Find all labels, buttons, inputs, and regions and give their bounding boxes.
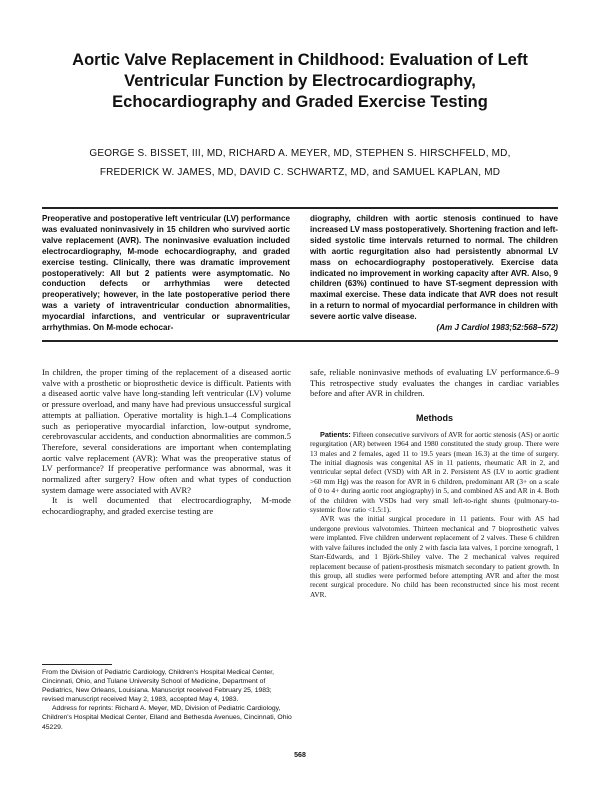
reprint-address: Address for reprints: Richard A. Meyer, MD, Division of Pediatric Cardiology, Children's Hospital Medical Center, Elland and Bethesda Avenues, Cincinnati, Ohio 45229. [42, 705, 292, 731]
methods-heading: Methods [416, 413, 453, 424]
body-right-column [310, 367, 559, 599]
page-number: 568 [294, 752, 306, 759]
author-line-1: GEORGE S. BISSET, III, MD, RICHARD A. MEYER, MD, STEPHEN S. HIRSCHFELD, MD, [89, 148, 511, 159]
methods-paragraph-2: AVR was the initial surgical procedure in 11 patients. Four with AS had undergone previous valvotomies. Thirteen mechanical and 7 bioprosthetic valves were implanted. Five children underwent replacement of 2 valves. These 6 children with valve failures included the only 2 with fascia lata valves, 1 porcine xenograft, 1 Starr-Edwards, and 1 Björk-Shiley valve. The 2 mechanical valves required replacement because of patient-prosthesis mismatch secondary to patient growth. In this group, all studies were performed before attempting AVR and after the most recent surgical procedure. No child has been reconstructed since his most recent AVR. [310, 514, 559, 599]
footnote [42, 668, 292, 732]
footnote-rule [42, 664, 112, 665]
intro-paragraph-1: In children, the proper timing of the replacement of a diseased aortic valve with a prosthetic or bioprosthetic device is difficult. Patients with a diseased aortic valve have long-standing left ventricular (LV) volume or pressure overload, and many have had previous unsuccessful surgical attempts at palliation. Operative mortality is high.1–4 Complications such as perioperative myocardial infarction, low-output syndrome, cerebrovascular accidents, and conduction abnormalities are common.5 Therefore, several considerations are important when contemplating aortic valve replacement (AVR): What was the preoperative status of LV performance? If preoperative performance was abnormal, was it normalized after surgery? How often and what types of conduction system damage were associated with AVR? [42, 367, 291, 495]
affiliation-note: From the Division of Pediatric Cardiology, Children's Hospital Medical Center, Cincinnati, Ohio, and Tulane University School of Medicine, Department of Pediatrics, New Orleans, Louisiana. Manuscript received February 25, 1983; revised manuscript received May 2, 1983, accepted May 4, 1983. [42, 669, 274, 704]
journal-citation: (Am J Cardiol 1983;52:568–572) [436, 323, 558, 333]
methods-paragraph-1-text: Fifteen consecutive survivors of AVR for aortic stenosis (AS) or aortic regurgitation (AR) between 1964 and 1980 constituted the study group. There were 13 males and 2 females, aged 11 to 19.5 years (mean 16.3) at the time of surgery. The initial diagnosis was congenital AS in 11 patients, rheumatic AR in 2, and ventricular septal defect (VSD) with AR in 2. Persistent AS (LV to aortic gradient >60 mm Hg) was the reason for AVR in 6 children, predominant AR (3+ on a scale of 0 to 4+ during aortic root angiography) in 5, and combined AS and AR in 4. Both of the children with VSDs had very small left-to-right shunts (pulmonary-to-systemic flow ratio <1.5:1). [310, 429, 559, 515]
methods-paragraph-1 [310, 430, 559, 515]
author-line-2: FREDERICK W. JAMES, MD, DAVID C. SCHWARTZ, MD, and SAMUEL KAPLAN, MD [99, 167, 501, 178]
patients-lead: Patients: [320, 429, 351, 439]
abstract-left-column: Preoperative and postoperative left ventricular (LV) performance was evaluated noninvasively in 15 children who survived aortic valve replacement (AVR). The noninvasive evaluation included electrocardiography, M-mode echocardiography, and graded exercise testing. Clinically, there was dramatic improvement postoperatively: All but 2 patients were asymptomatic. No conduction defects or arrhythmias were detected preoperatively; however, in the late postoperative period there was a variety of intraventricular conduction abnormalities, myocardial infarctions, and ventricular or supraventricular arrhythmias. On M-mode echocar- [42, 214, 290, 333]
intro-paragraph-3: safe, reliable noninvasive methods of evaluating LV performance.6–9 This retrospective study evaluates the changes in cardiac variables before and after AVR in children. [310, 367, 559, 399]
author-list [40, 144, 560, 182]
intro-paragraph-2: It is well documented that electrocardiography, M-mode echocardiography, and graded exercise testing are [42, 495, 291, 517]
article-title: Aortic Valve Replacement in Childhood: Evaluation of Left Ventricular Function by Electrocardiography, Echocardiography and Graded Exercise Testing [72, 51, 528, 111]
body-left-column [42, 367, 291, 517]
abstract-right-column [310, 214, 558, 334]
abstract-right-text: diography, children with aortic stenosis continued to have increased LV mass postoperatively. Shortening fraction and left-sided systolic time intervals returned to normal. The children with aortic regurgitation also had persistently abnormal LV mass on echocardiography postoperatively. Exercise data indicated no improvement in working capacity after AVR. Also, 9 children (63%) continued to have ST-segment depression with maximal exercise. These data indicate that AVR does not result in a return to normal of myocardial performance in children with severe aortic valve disease. [310, 214, 558, 322]
abstract-top-rule [42, 207, 558, 209]
abstract-bottom-rule [42, 340, 558, 342]
